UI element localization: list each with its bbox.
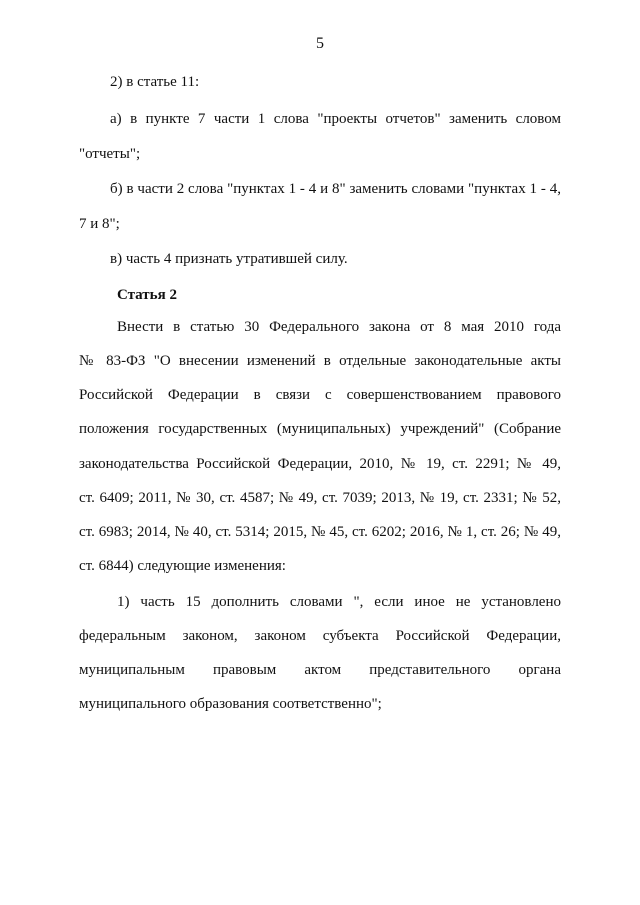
article-body-line-6: ст. 6409; 2011, № 30, ст. 4587; № 49, ст. 7039; 2013, № 19, ст. 2331; № 52, — [79, 490, 561, 506]
item-a-line-1: а) в пункте 7 части 1 слова "проекты отчетов" заменить словом — [110, 111, 561, 127]
article-body-line-2: № 83-ФЗ "О внесении изменений в отдельные законодательные акты — [79, 353, 561, 369]
article-body-line-4: положения государственных (муниципальных) учреждений" (Собрание — [79, 421, 561, 437]
item-1-line-4: муниципального образования соответственно"; — [79, 696, 382, 712]
article-body-line-8: ст. 6844) следующие изменения: — [79, 558, 286, 574]
item-b-line-2: 7 и 8"; — [79, 216, 120, 232]
article-heading: Статья 2 — [117, 287, 177, 303]
page-number: 5 — [316, 35, 324, 52]
article-body-line-1: Внести в статью 30 Федерального закона от 8 мая 2010 года — [117, 319, 561, 335]
item-v: в) часть 4 признать утратившей силу. — [110, 251, 348, 267]
item-b-line-1: б) в части 2 слова "пунктах 1 - 4 и 8" заменить словами "пунктах 1 - 4, — [110, 181, 561, 197]
item-2-intro: 2) в статье 11: — [110, 74, 200, 90]
item-1-line-3: муниципальным правовым актом представительного органа — [79, 662, 561, 678]
item-1-line-2: федеральным законом, законом субъекта Российской Федерации, — [79, 628, 561, 644]
item-1-line-1: 1) часть 15 дополнить словами ", если иное не установлено — [117, 594, 561, 610]
article-body-line-3: Российской Федерации в связи с совершенствованием правового — [79, 387, 561, 403]
item-a-line-2: "отчеты"; — [79, 146, 141, 162]
article-body-line-7: ст. 6983; 2014, № 40, ст. 5314; 2015, № 45, ст. 6202; 2016, № 1, ст. 26; № 49, — [79, 524, 561, 540]
article-body-line-5: законодательства Российской Федерации, 2010, № 19, ст. 2291; № 49, — [79, 456, 561, 472]
